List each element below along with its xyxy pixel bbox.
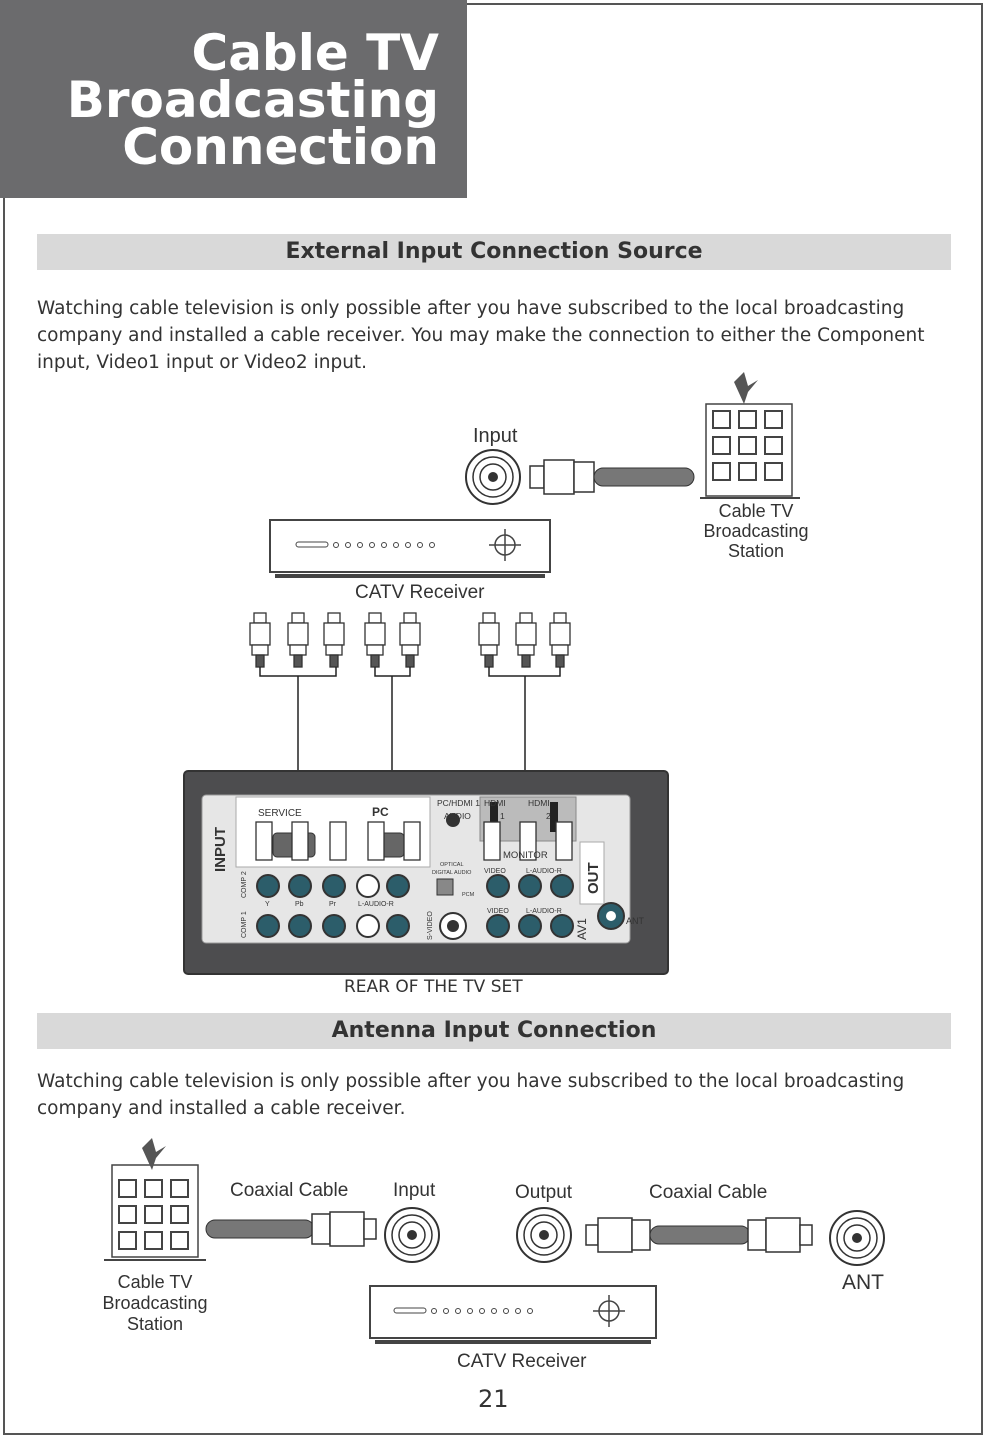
- panel-label-svideo: S-VIDEO: [427, 911, 434, 940]
- station-building-bottom: [104, 1138, 206, 1260]
- label-catv-receiver-top: CATV Receiver: [355, 582, 485, 603]
- station-line-1: Cable TV: [117, 1272, 193, 1292]
- panel-label-hdmi2-b: 2: [546, 811, 551, 821]
- section-heading-external-input: External Input Connection Source: [37, 234, 951, 270]
- label-output: Output: [515, 1182, 573, 1203]
- coax-cable-right: [586, 1218, 812, 1252]
- panel-label-out: OUT: [585, 862, 602, 894]
- label-catv-receiver-bottom: CATV Receiver: [457, 1351, 587, 1372]
- label-rear-of-tv: REAR OF THE TV SET: [344, 977, 523, 997]
- panel-label-pc-audio-1: PC/HDMI 1: [437, 798, 480, 808]
- label-input-top: Input: [473, 425, 518, 447]
- label-input-bottom: Input: [393, 1180, 436, 1201]
- panel-label-input: INPUT: [212, 827, 229, 872]
- section-body-external-input: Watching cable television is only possible after you have subscribed to the local broadcasting company and installed a cable receiver. You may make the connection to either the Component input, Video1 input or Video2 input.: [37, 298, 925, 373]
- panel-label-l-audio-r-av1: L-AUDIO-R: [526, 908, 562, 915]
- panel-label-l-audio-r-out: L-AUDIO-R: [526, 868, 562, 875]
- title-line-1: Cable TV: [191, 24, 439, 82]
- catv-receiver-bottom: [370, 1286, 656, 1342]
- panel-label-pc-audio-2: AUDIO: [444, 811, 471, 821]
- coax-cable-left: [206, 1212, 376, 1246]
- output-coax-jack: [517, 1208, 571, 1262]
- title-line-2: Broadcasting: [66, 71, 439, 129]
- panel-label-hdmi1-a: HDMI: [484, 798, 506, 808]
- panel-label-ant: ANT: [626, 916, 644, 926]
- station-line-2: Broadcasting: [102, 1293, 208, 1313]
- panel-label-optical-2: DIGITAL AUDIO: [432, 870, 472, 876]
- panel-label-pr: Pr: [329, 901, 336, 908]
- panel-label-video-out: VIDEO: [484, 868, 506, 875]
- panel-label-monitor: MONITOR: [503, 850, 548, 861]
- section-heading-antenna-input: Antenna Input Connection: [37, 1013, 951, 1049]
- panel-label-l-audio-r: L-AUDIO-R: [358, 901, 394, 908]
- panel-label-video-av1: VIDEO: [487, 908, 509, 915]
- panel-label-av1: AV1: [575, 918, 589, 940]
- panel-label-comp2: COMP 2: [241, 871, 248, 898]
- station-line-3: Station: [727, 541, 785, 561]
- station-line-3: Station: [126, 1314, 184, 1334]
- title-line-3: Connection: [122, 118, 439, 176]
- panel-label-hdmi2-a: HDMI: [528, 798, 550, 808]
- label-ant: ANT: [842, 1271, 884, 1294]
- panel-label-pc: PC: [372, 805, 389, 819]
- label-station-bottom: [95, 1272, 215, 1335]
- label-coaxial-cable-right: Coaxial Cable: [649, 1182, 768, 1203]
- input-coax-jack-bottom: [385, 1208, 439, 1262]
- panel-label-comp1: COMP 1: [241, 911, 248, 938]
- panel-label-service: SERVICE: [258, 808, 302, 819]
- ant-coax-jack: [830, 1211, 884, 1265]
- panel-label-y: Y: [265, 901, 270, 908]
- panel-label-hdmi1-b: 1: [500, 811, 505, 821]
- section-body-antenna-input: Watching cable television is only possible after you have subscribed to the local broadcasting company and installed a cable receiver.: [37, 1071, 905, 1119]
- panel-label-optical-1: OPTICAL: [440, 862, 464, 868]
- panel-label-pb: Pb: [295, 901, 304, 908]
- station-line-2: Broadcasting: [703, 521, 809, 541]
- page-number: 21: [478, 1385, 509, 1413]
- label-coaxial-cable-left: Coaxial Cable: [230, 1180, 349, 1201]
- station-line-1: Cable TV: [718, 501, 794, 521]
- panel-label-pcm: PCM: [462, 892, 475, 898]
